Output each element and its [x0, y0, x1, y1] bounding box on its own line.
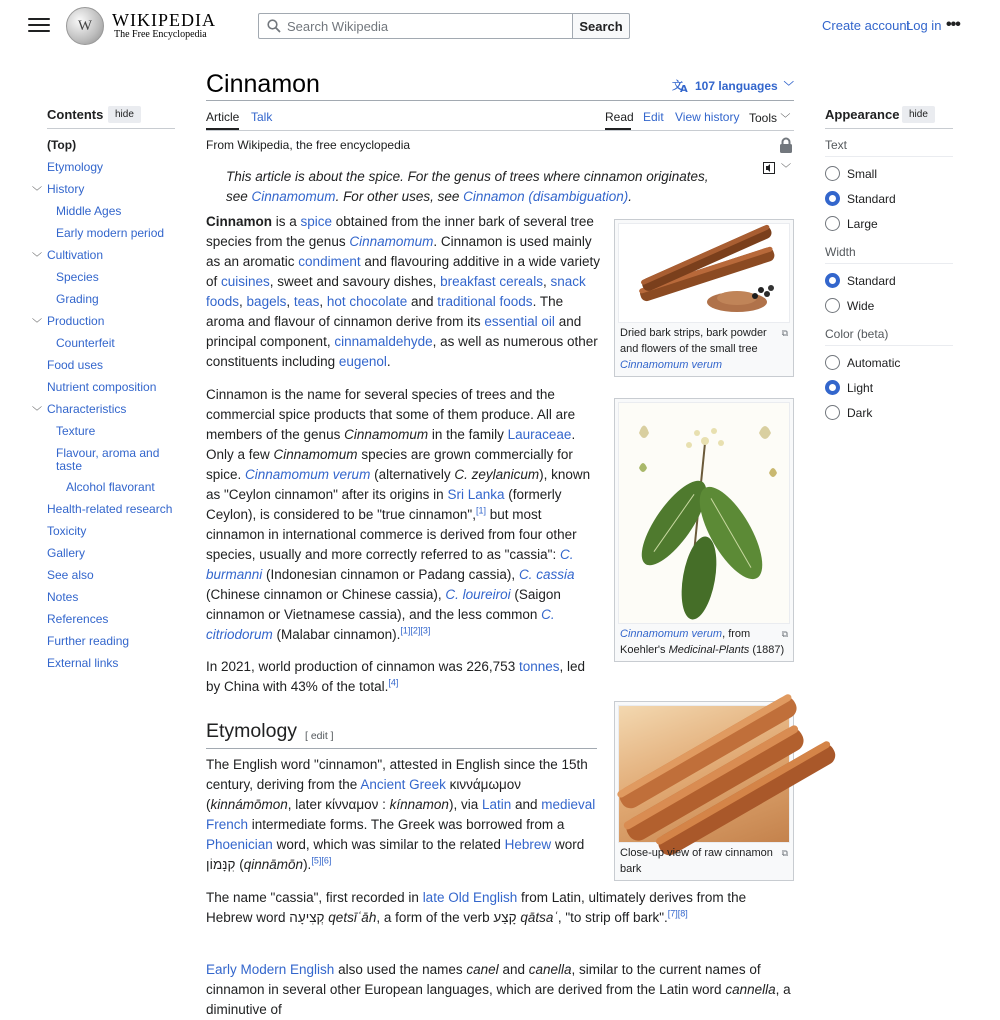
audio-player-toggle[interactable]	[763, 160, 791, 175]
search-container	[258, 13, 573, 39]
link-ancient-greek[interactable]: Ancient Greek	[360, 777, 446, 792]
lead-paragraph-2	[206, 385, 602, 645]
text: (Chinese cinnamon or Chinese cassia),	[206, 587, 446, 602]
toc-item-early-modern[interactable]: Early modern period	[56, 226, 165, 240]
magnify-icon[interactable]: ⧉	[781, 328, 788, 338]
toc-hide-button[interactable]: hide	[108, 106, 141, 123]
citation-link[interactable]: [8]	[677, 908, 688, 919]
appearance-divider	[825, 128, 953, 129]
toc-item-references[interactable]: References	[47, 612, 109, 626]
italic-term: qinnāmōn	[243, 857, 304, 872]
radio-button-selected[interactable]	[825, 380, 840, 395]
text: κιννάμωμον (	[206, 777, 522, 812]
etymology-paragraph-1	[206, 755, 602, 875]
toc-item-toxicity[interactable]: Toxicity	[47, 524, 87, 538]
link-cinnamomum[interactable]: Cinnamomum	[349, 234, 434, 249]
chevron-down-icon[interactable]: ﹀	[32, 253, 42, 264]
wikipedia-globe-icon[interactable]: W	[66, 7, 104, 45]
radio-color-dark[interactable]	[825, 405, 872, 420]
link-breakfast-cereals[interactable]: breakfast cereals	[440, 274, 543, 289]
toc-item-flavour[interactable]: Flavour, aroma and	[56, 446, 160, 460]
text: and principal component,	[206, 314, 582, 349]
tab-tools[interactable]	[749, 110, 790, 125]
text: (Indonesian cinnamon or Padang cassia),	[262, 567, 519, 582]
text: and	[498, 962, 529, 977]
italic-term: cannella	[725, 982, 776, 997]
citation-link[interactable]: [1]	[475, 505, 486, 516]
text: ), via	[448, 797, 482, 812]
hatnote	[226, 167, 726, 207]
toc-item-see-also[interactable]: See also	[47, 568, 94, 582]
hatnote-text: This article is about the spice. For the genus of trees where cinnamon originates, see	[226, 169, 709, 204]
radio-label: Light	[847, 380, 874, 395]
radio-button[interactable]	[825, 216, 840, 231]
radio-width-standard[interactable]	[825, 273, 896, 288]
text: word, which was similar to the related	[272, 837, 505, 852]
figure-cinnamon-sticks	[614, 219, 794, 377]
radio-text-small[interactable]	[825, 166, 877, 181]
link-phoenician[interactable]: Phoenician	[206, 837, 273, 852]
toc-item-middle-ages[interactable]: Middle Ages	[56, 204, 122, 218]
text: from Latin, ultimately derives from the Hebrew word קְצִיעָה	[206, 890, 747, 925]
caption-text: Dried bark strips, bark powder and flowers of the small tree	[620, 327, 767, 355]
toc-title: Contents	[47, 107, 104, 122]
appearance-title: Appearance	[825, 107, 900, 122]
citation-link[interactable]: [2]	[410, 625, 421, 636]
toc-item-species[interactable]: Species	[56, 270, 99, 284]
text: ,	[542, 274, 551, 289]
search-input[interactable]	[287, 19, 557, 34]
text: is a	[272, 214, 301, 229]
link-latin[interactable]: Latin	[481, 797, 512, 812]
radio-button-selected[interactable]	[825, 191, 840, 206]
italic-term: Cinnamomum	[273, 447, 358, 462]
text: , sweet and savoury dishes,	[269, 274, 441, 289]
text: species are grown commercially for spice.	[206, 447, 573, 482]
link-sri-lanka[interactable]: Sri Lanka	[447, 487, 505, 502]
more-options-icon[interactable]: •••	[946, 16, 960, 33]
italic-term: kínnamon	[389, 797, 449, 812]
translate-icon	[672, 78, 689, 93]
text: , similar to the current names of cinnamon in several other European languages, which are derived from the Latin word	[206, 962, 761, 997]
section-divider	[206, 748, 597, 749]
figure-caption	[618, 624, 790, 658]
hatnote-text: . For other uses, see	[335, 189, 464, 204]
main-menu-button[interactable]	[28, 14, 50, 36]
toc-item-texture[interactable]: Texture	[56, 424, 96, 438]
text: ,	[319, 294, 327, 309]
toc-item-alcohol[interactable]: Alcohol flavorant	[66, 480, 155, 494]
citation-link[interactable]: [6]	[321, 855, 332, 866]
text: (alternatively	[370, 467, 455, 482]
toc-item-food-uses[interactable]: Food uses	[47, 358, 104, 372]
toc-item-grading[interactable]: Grading	[56, 292, 99, 306]
text: obtained from the inner bark of several tree species from the genus	[206, 214, 594, 249]
text: , as well as numerous other constituents including	[206, 334, 598, 369]
text: The name "cassia", first recorded in	[206, 890, 423, 905]
text: (Saigon cinnamon or Vietnamese cassia), and the less common	[206, 587, 561, 622]
logo-wordmark[interactable]: WIKIPEDIA	[112, 10, 216, 30]
link-tonnes[interactable]: tonnes	[518, 659, 560, 674]
text: .	[386, 354, 391, 369]
divider	[825, 345, 953, 346]
text: ), known as "Ceylon cinnamon" after its origins in	[206, 467, 591, 502]
tabs-divider	[206, 130, 794, 131]
radio-label: Dark	[847, 405, 873, 420]
divider	[825, 156, 953, 157]
search-button[interactable]: Search	[572, 13, 630, 39]
citation-link[interactable]: [3]	[420, 625, 431, 636]
link-hebrew[interactable]: Hebrew	[504, 837, 552, 852]
figure-raw-bark	[614, 701, 794, 881]
toc-item-external-links[interactable]: External links	[47, 656, 119, 670]
link-c-cassia[interactable]: C. cassia	[518, 567, 575, 582]
text: ,	[286, 294, 294, 309]
magnify-icon[interactable]: ⧉	[781, 629, 788, 639]
chevron-down-icon: ﹀	[780, 114, 791, 125]
italic-term: canella	[528, 962, 572, 977]
site-subtitle: From Wikipedia, the free encyclopedia	[206, 138, 411, 152]
link-cinnamomum-verum[interactable]: Cinnamomum verum	[620, 359, 723, 371]
text: and	[511, 797, 542, 812]
text: (Malabar cinnamon).	[272, 627, 401, 642]
toc-item-health[interactable]: Health-related research	[47, 502, 173, 516]
figure-caption	[618, 323, 790, 373]
text-size-label: Text	[825, 138, 848, 152]
toc-item-gallery[interactable]: Gallery	[47, 546, 86, 560]
text: intermediate forms. The Greek was borrowed from a	[248, 817, 565, 832]
link-hot-chocolate[interactable]: hot chocolate	[326, 294, 408, 309]
toc-item-flavour-taste[interactable]: taste	[56, 459, 83, 473]
text: . Cinnamon is used mainly as an aromatic	[206, 234, 592, 269]
radio-button[interactable]	[825, 405, 840, 420]
svg-text:文: 文	[672, 79, 683, 92]
radio-button[interactable]	[825, 298, 840, 313]
tab-view-history[interactable]: View history	[675, 110, 740, 124]
radio-width-wide[interactable]	[825, 298, 874, 313]
chevron-down-icon[interactable]: ﹀	[32, 319, 42, 330]
toc-item-counterfeit[interactable]: Counterfeit	[56, 336, 115, 350]
figure-botanical-illustration	[614, 398, 794, 662]
link-cinnamomum[interactable]: Cinnamomum	[251, 189, 336, 204]
link-c-burmanni[interactable]: C. burmanni	[206, 547, 574, 582]
citation-link[interactable]: [1]	[400, 625, 411, 636]
text: ).	[303, 857, 312, 872]
speaker-icon	[763, 162, 775, 174]
link-c-loureiroi[interactable]: C. loureiroi	[445, 587, 511, 602]
link-bagels[interactable]: bagels	[246, 294, 287, 309]
link-cinnamomum-verum[interactable]: Cinnamomum verum	[620, 628, 723, 640]
logo-tagline: The Free Encyclopedia	[114, 29, 207, 40]
lead-paragraph-1	[206, 212, 602, 372]
toc-item-nutrient[interactable]: Nutrient composition	[47, 380, 157, 394]
text: but most cinnamon in international commerce is derived from four other species, usually and more correctly referred to as "cassia":	[206, 507, 577, 562]
text: also used the names	[334, 962, 467, 977]
citation-link[interactable]: [4]	[388, 677, 399, 688]
radio-text-standard[interactable]	[825, 191, 896, 206]
text: and flavouring additive in a wide variety of	[206, 254, 600, 289]
text: . Only a few	[206, 427, 576, 462]
section-heading-etymology: Etymology	[206, 720, 298, 742]
radio-button[interactable]	[825, 355, 840, 370]
radio-text-large[interactable]	[825, 216, 878, 231]
magnify-icon[interactable]: ⧉	[781, 848, 788, 858]
caption-text: , from Koehler's	[620, 628, 751, 656]
link-traditional-foods[interactable]: traditional foods	[437, 294, 533, 309]
text: The English word "cinnamon", attested in English since the 15th century, deriving from the	[206, 757, 588, 792]
tools-label: Tools	[749, 111, 778, 125]
text: , later κίνναμον :	[287, 797, 390, 812]
lead-paragraph-3	[206, 657, 602, 697]
italic-term: canel	[466, 962, 499, 977]
tab-article[interactable]: Article	[206, 110, 240, 124]
text: , a diminutive of	[206, 982, 791, 1017]
hatnote-text: .	[628, 189, 632, 204]
chevron-down-icon: ﹀	[781, 164, 791, 175]
text: word קִנָּמוֹן (	[206, 837, 585, 872]
cinnamon-sticks-image[interactable]	[618, 223, 790, 323]
tab-talk[interactable]: Talk	[251, 110, 273, 124]
appearance-hide-button[interactable]: hide	[902, 106, 935, 123]
caption-text: Close-up view of raw cinnamon bark	[620, 847, 773, 875]
page-title: Cinnamon	[206, 70, 320, 98]
radio-label: Standard	[847, 273, 896, 288]
italic-term: qātsaʿ	[520, 910, 558, 925]
etymology-paragraph-2	[206, 888, 766, 928]
log-in-link[interactable]: Log in	[906, 18, 942, 33]
text: ,	[239, 294, 247, 309]
citation-link[interactable]: [7]	[667, 908, 678, 919]
radio-label: Automatic	[847, 355, 901, 370]
italic-term: kinnámōmon	[210, 797, 288, 812]
toc-item-further-reading[interactable]: Further reading	[47, 634, 130, 648]
tab-edit[interactable]: Edit	[643, 110, 664, 124]
italic-term: qetsīʿāh	[328, 910, 377, 925]
text: In 2021, world production of cinnamon was 226,753	[206, 659, 519, 674]
toc-item-cultivation[interactable]: Cultivation	[47, 248, 104, 262]
figure-caption	[618, 843, 790, 877]
radio-button-selected[interactable]	[825, 273, 840, 288]
color-label: Color (beta)	[825, 327, 889, 341]
chevron-down-icon[interactable]: ﹀	[32, 407, 42, 418]
italic-term: Cinnamomum	[344, 427, 429, 442]
languages-label: 107 languages	[695, 78, 778, 93]
title-divider	[206, 100, 794, 101]
caption-italic: Medicinal-Plants	[668, 644, 750, 656]
radio-label: Small	[847, 166, 878, 181]
toc-item-notes[interactable]: Notes	[47, 590, 79, 604]
text: , "to strip off bark".	[557, 910, 668, 925]
link-eugenol[interactable]: eugenol	[338, 354, 387, 369]
search-icon	[267, 19, 281, 33]
svg-text:A: A	[680, 84, 688, 95]
link-cuisines[interactable]: cuisines	[221, 274, 270, 289]
link-disambiguation[interactable]: Cinnamon (disambiguation)	[463, 189, 629, 204]
create-account-link[interactable]: Create account	[822, 18, 911, 33]
link-cinnamomum-verum[interactable]: Cinnamomum verum	[245, 467, 371, 482]
link-spice[interactable]: spice	[300, 214, 333, 229]
toc-item-etymology[interactable]: Etymology	[47, 160, 104, 174]
text: in the family	[428, 427, 508, 442]
radio-color-automatic[interactable]	[825, 355, 900, 370]
link-teas[interactable]: teas	[293, 294, 320, 309]
raw-bark-image[interactable]	[618, 705, 790, 843]
divider	[825, 263, 953, 264]
chevron-down-icon: ﹀	[783, 82, 794, 93]
bold-term: Cinnamon	[206, 214, 272, 229]
text: , led by China with 43% of the total.	[206, 659, 586, 694]
radio-label: Wide	[847, 298, 875, 313]
link-lauraceae[interactable]: Lauraceae	[507, 427, 572, 442]
toc-item-top[interactable]: (Top)	[47, 138, 77, 152]
radio-label: Standard	[847, 191, 896, 206]
link-medieval-french[interactable]: medieval French	[206, 797, 596, 832]
link-essential-oil[interactable]: essential oil	[484, 314, 555, 329]
toc-item-characteristics[interactable]: Characteristics	[47, 402, 127, 416]
citation-link[interactable]: [5]	[311, 855, 322, 866]
text: (formerly Ceylon), is considered to be "true cinnamon",	[206, 487, 562, 522]
width-label: Width	[825, 245, 856, 259]
link-cinnamaldehyde[interactable]: cinnamaldehyde	[334, 334, 433, 349]
link-condiment[interactable]: condiment	[298, 254, 361, 269]
tab-read[interactable]: Read	[605, 110, 634, 124]
caption-text: (1887)	[749, 644, 785, 656]
radio-label: Large	[847, 216, 878, 231]
radio-button[interactable]	[825, 166, 840, 181]
text: and	[407, 294, 438, 309]
text: , a form of the verb קָצַע	[376, 910, 521, 925]
link-c-citriodorum[interactable]: C. citriodorum	[206, 607, 555, 642]
link-snack-foods[interactable]: snack foods	[206, 274, 586, 309]
text: Cinnamon is the name for several species of trees and the commercial spice products that some of them produce. All are members of the genus	[206, 387, 576, 442]
languages-button[interactable]	[672, 78, 794, 93]
link-early-modern-english[interactable]: Early Modern English	[206, 962, 335, 977]
radio-color-light[interactable]	[825, 380, 873, 395]
italic-term: C. zeylanicum	[454, 467, 540, 482]
section-edit-link[interactable]: [ edit ]	[305, 730, 334, 742]
etymology-paragraph-3	[206, 960, 794, 1020]
lock-icon[interactable]	[779, 137, 793, 153]
toc-divider	[47, 128, 175, 129]
link-late-old-english[interactable]: late Old English	[422, 890, 518, 905]
botanical-illustration-image[interactable]	[618, 402, 790, 624]
text: . The aroma and flavour of cinnamon derive from its	[206, 294, 564, 329]
chevron-down-icon[interactable]: ﹀	[32, 187, 42, 198]
toc-item-production[interactable]: Production	[47, 314, 105, 328]
toc-item-history[interactable]: History	[47, 182, 85, 196]
